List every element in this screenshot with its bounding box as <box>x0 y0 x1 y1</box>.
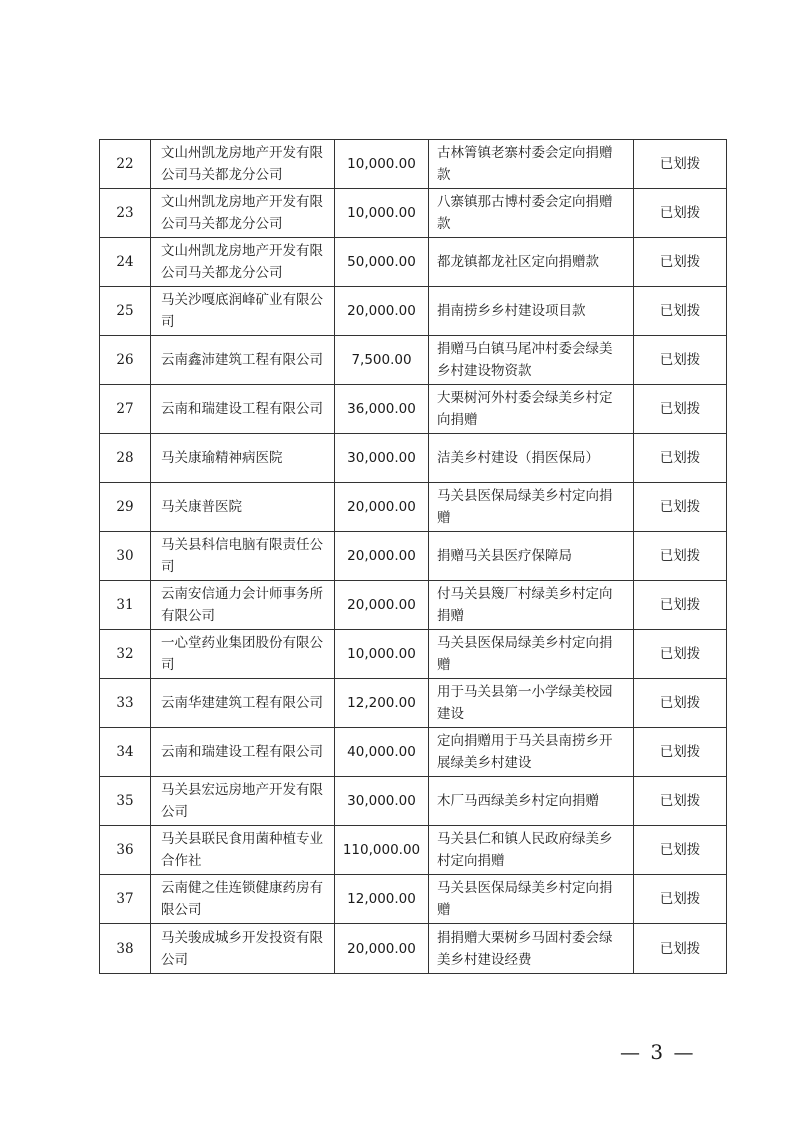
donation-amount-cell: 110,000.00 <box>335 826 429 875</box>
row-number-cell: 23 <box>100 189 151 238</box>
table-row <box>100 287 727 336</box>
donor-company-cell: 马关县科信电脑有限责任公司 <box>151 532 335 581</box>
donation-purpose-cell: 捐捐赠大栗树乡马固村委会绿美乡村建设经费 <box>429 924 634 974</box>
donor-company-cell: 马关沙嘎底润峰矿业有限公司 <box>151 287 335 336</box>
disbursement-status-cell: 已划拨 <box>634 287 727 336</box>
row-number-cell: 33 <box>100 679 151 728</box>
table-row <box>100 826 727 875</box>
donation-amount-cell: 40,000.00 <box>335 728 429 777</box>
donor-company-cell: 云南健之佳连锁健康药房有限公司 <box>151 875 335 924</box>
row-number-cell: 35 <box>100 777 151 826</box>
donor-company-cell: 马关骏成城乡开发投资有限公司 <box>151 924 335 974</box>
disbursement-status-cell: 已划拨 <box>634 679 727 728</box>
donation-purpose-cell: 木厂马西绿美乡村定向捐赠 <box>429 777 634 826</box>
row-number-cell: 24 <box>100 238 151 287</box>
donor-company-cell: 云南安信通力会计师事务所有限公司 <box>151 581 335 630</box>
donation-amount-cell: 7,500.00 <box>335 336 429 385</box>
row-number-cell: 32 <box>100 630 151 679</box>
disbursement-status-cell: 已划拨 <box>634 728 727 777</box>
donor-company-cell: 文山州凯龙房地产开发有限公司马关都龙分公司 <box>151 238 335 287</box>
table-row <box>100 189 727 238</box>
table-row <box>100 875 727 924</box>
row-number-cell: 36 <box>100 826 151 875</box>
table-row <box>100 238 727 287</box>
donation-purpose-cell: 马关县医保局绿美乡村定向捐赠 <box>429 875 634 924</box>
donation-amount-cell: 20,000.00 <box>335 483 429 532</box>
page-number: — 3 — <box>620 1040 696 1064</box>
disbursement-status-cell: 已划拨 <box>634 875 727 924</box>
donor-company-cell: 文山州凯龙房地产开发有限公司马关都龙分公司 <box>151 189 335 238</box>
disbursement-status-cell: 已划拨 <box>634 826 727 875</box>
donation-purpose-cell: 捐南捞乡乡村建设项目款 <box>429 287 634 336</box>
disbursement-status-cell: 已划拨 <box>634 434 727 483</box>
table-body <box>100 140 727 974</box>
donation-amount-cell: 10,000.00 <box>335 140 429 189</box>
disbursement-status-cell: 已划拨 <box>634 777 727 826</box>
donation-purpose-cell: 捐赠马关县医疗保障局 <box>429 532 634 581</box>
donation-purpose-cell: 大栗树河外村委会绿美乡村定向捐赠 <box>429 385 634 434</box>
table-row <box>100 385 727 434</box>
donation-purpose-cell: 都龙镇都龙社区定向捐赠款 <box>429 238 634 287</box>
donation-amount-cell: 20,000.00 <box>335 532 429 581</box>
table-row <box>100 434 727 483</box>
disbursement-status-cell: 已划拨 <box>634 385 727 434</box>
donation-amount-cell: 50,000.00 <box>335 238 429 287</box>
donation-table <box>99 139 727 974</box>
donation-purpose-cell: 八寨镇那古博村委会定向捐赠款 <box>429 189 634 238</box>
donor-company-cell: 文山州凯龙房地产开发有限公司马关都龙分公司 <box>151 140 335 189</box>
row-number-cell: 34 <box>100 728 151 777</box>
row-number-cell: 38 <box>100 924 151 974</box>
donor-company-cell: 一心堂药业集团股份有限公司 <box>151 630 335 679</box>
donation-purpose-cell: 马关县医保局绿美乡村定向捐赠 <box>429 630 634 679</box>
disbursement-status-cell: 已划拨 <box>634 532 727 581</box>
table-row <box>100 777 727 826</box>
donor-company-cell: 云南华建建筑工程有限公司 <box>151 679 335 728</box>
table-row <box>100 581 727 630</box>
disbursement-status-cell: 已划拨 <box>634 336 727 385</box>
donation-amount-cell: 12,000.00 <box>335 875 429 924</box>
donation-purpose-cell: 马关县医保局绿美乡村定向捐赠 <box>429 483 634 532</box>
donation-amount-cell: 20,000.00 <box>335 581 429 630</box>
disbursement-status-cell: 已划拨 <box>634 483 727 532</box>
table-row <box>100 728 727 777</box>
row-number-cell: 25 <box>100 287 151 336</box>
donation-amount-cell: 20,000.00 <box>335 924 429 974</box>
disbursement-status-cell: 已划拨 <box>634 630 727 679</box>
donation-amount-cell: 36,000.00 <box>335 385 429 434</box>
row-number-cell: 28 <box>100 434 151 483</box>
table-row <box>100 924 727 974</box>
donation-purpose-cell: 用于马关县第一小学绿美校园建设 <box>429 679 634 728</box>
donor-company-cell: 云南鑫沛建筑工程有限公司 <box>151 336 335 385</box>
row-number-cell: 30 <box>100 532 151 581</box>
row-number-cell: 26 <box>100 336 151 385</box>
donation-purpose-cell: 捐赠马白镇马尾冲村委会绿美乡村建设物资款 <box>429 336 634 385</box>
disbursement-status-cell: 已划拨 <box>634 140 727 189</box>
donation-amount-cell: 12,200.00 <box>335 679 429 728</box>
row-number-cell: 31 <box>100 581 151 630</box>
donation-purpose-cell: 马关县仁和镇人民政府绿美乡村定向捐赠 <box>429 826 634 875</box>
donation-purpose-cell: 古林箐镇老寨村委会定向捐赠款 <box>429 140 634 189</box>
disbursement-status-cell: 已划拨 <box>634 581 727 630</box>
row-number-cell: 29 <box>100 483 151 532</box>
table-row <box>100 140 727 189</box>
donor-company-cell: 马关县联民食用菌种植专业合作社 <box>151 826 335 875</box>
table-row <box>100 532 727 581</box>
donor-company-cell: 马关县宏远房地产开发有限公司 <box>151 777 335 826</box>
donation-purpose-cell: 洁美乡村建设（捐医保局） <box>429 434 634 483</box>
row-number-cell: 22 <box>100 140 151 189</box>
donation-amount-cell: 10,000.00 <box>335 189 429 238</box>
donor-company-cell: 云南和瑞建设工程有限公司 <box>151 385 335 434</box>
donor-company-cell: 马关康普医院 <box>151 483 335 532</box>
donor-company-cell: 云南和瑞建设工程有限公司 <box>151 728 335 777</box>
row-number-cell: 37 <box>100 875 151 924</box>
disbursement-status-cell: 已划拨 <box>634 189 727 238</box>
table-row <box>100 483 727 532</box>
donation-amount-cell: 30,000.00 <box>335 777 429 826</box>
row-number-cell: 27 <box>100 385 151 434</box>
donor-company-cell: 马关康瑜精神病医院 <box>151 434 335 483</box>
donation-amount-cell: 30,000.00 <box>335 434 429 483</box>
disbursement-status-cell: 已划拨 <box>634 238 727 287</box>
table-row <box>100 630 727 679</box>
table-row <box>100 336 727 385</box>
donation-amount-cell: 20,000.00 <box>335 287 429 336</box>
table-row <box>100 679 727 728</box>
disbursement-status-cell: 已划拨 <box>634 924 727 974</box>
donation-amount-cell: 10,000.00 <box>335 630 429 679</box>
donation-purpose-cell: 付马关县篾厂村绿美乡村定向捐赠 <box>429 581 634 630</box>
donation-purpose-cell: 定向捐赠用于马关县南捞乡开展绿美乡村建设 <box>429 728 634 777</box>
